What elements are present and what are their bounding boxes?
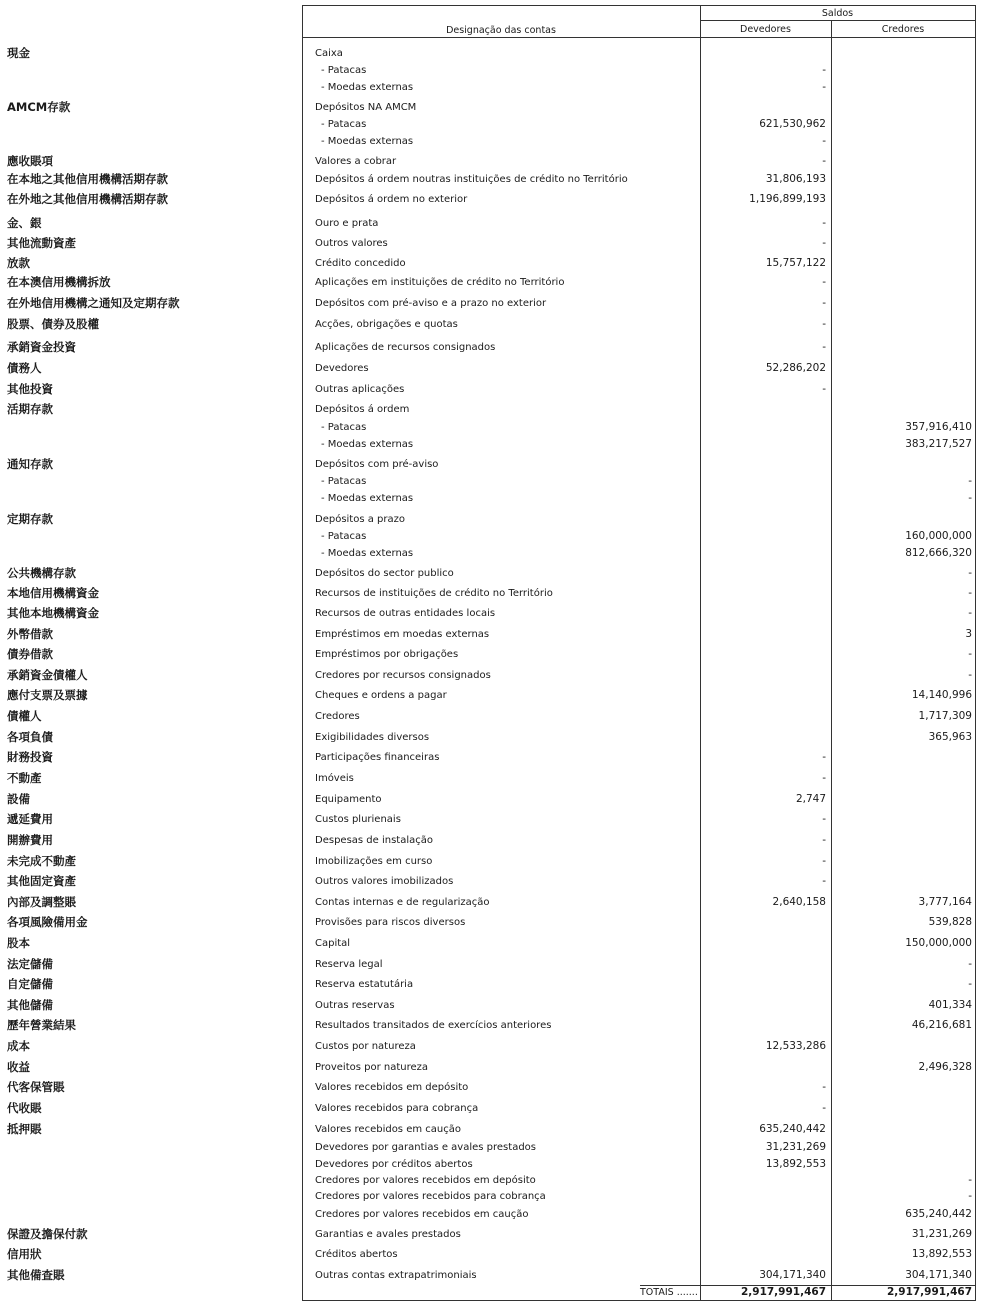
account-name-zh: 股票、債券及股權 — [7, 317, 99, 331]
table-row — [0, 791, 982, 808]
account-name-pt: Depósitos NA AMCM — [315, 102, 417, 113]
account-name-pt: Recursos de instituições de crédito no Território — [315, 588, 553, 599]
balance-credores: 13,892,553 — [911, 1248, 972, 1260]
balance-credores: - — [968, 1174, 972, 1186]
table-row — [0, 956, 982, 973]
account-name-pt: Depósitos do sector publico — [315, 568, 454, 579]
table-bottom-border — [302, 1300, 975, 1301]
header-saldos: Saldos — [821, 8, 854, 19]
account-name-pt: Valores recebidos em depósito — [315, 1082, 469, 1093]
table-row — [0, 116, 982, 133]
table-row — [0, 511, 982, 528]
balance-devedores: 304,171,340 — [759, 1269, 826, 1281]
account-name-pt: Credores por valores recebidos para cobrança — [315, 1191, 546, 1202]
balance-credores: 635,240,442 — [905, 1208, 972, 1220]
balance-devedores: - — [822, 217, 826, 229]
account-name-pt: Capital — [315, 938, 351, 949]
balance-credores: 365,963 — [928, 731, 972, 743]
account-name-pt: Exigibilidades diversos — [315, 732, 430, 743]
account-name-pt: Imobilizações em curso — [315, 856, 433, 867]
account-name-zh: 內部及調整賬 — [7, 895, 76, 909]
balance-devedores: - — [822, 64, 826, 76]
table-row — [0, 1172, 982, 1189]
balance-credores: 46,216,681 — [911, 1019, 972, 1031]
header-credores: Credores — [881, 24, 925, 35]
totals-devedores: 2,917,991,467 — [740, 1286, 826, 1298]
table-row — [0, 436, 982, 453]
table-row — [0, 976, 982, 993]
table-row — [0, 545, 982, 562]
account-name-zh: 金、銀 — [7, 216, 42, 230]
table-row — [0, 191, 982, 208]
table-row — [0, 274, 982, 291]
account-name-zh: 開辦費用 — [7, 833, 53, 847]
account-name-zh: 自定儲備 — [7, 977, 53, 991]
account-name-zh: 其他備查賬 — [7, 1268, 65, 1282]
table-row — [0, 1017, 982, 1034]
account-name-zh: 不動產 — [7, 771, 42, 785]
balance-devedores: 31,806,193 — [765, 173, 826, 185]
table-row — [0, 914, 982, 931]
account-name-pt: Outras aplicações — [315, 384, 405, 395]
account-name-zh: 其他投資 — [7, 382, 53, 396]
account-name-zh: 定期存款 — [7, 512, 53, 526]
table-row — [0, 1121, 982, 1138]
account-name-pt: Devedores por créditos abertos — [315, 1159, 473, 1170]
account-name-pt: Ouro e prata — [315, 218, 379, 229]
account-name-zh: 承銷資金債權人 — [7, 668, 88, 682]
account-name-zh: 本地信用機構資金 — [7, 586, 99, 600]
account-name-zh: 公共機構存款 — [7, 566, 76, 580]
table-row — [0, 528, 982, 545]
account-name-zh: 活期存款 — [7, 402, 53, 416]
account-name-pt: - Moedas externas — [321, 82, 414, 93]
account-name-pt: Outras contas extrapatrimoniais — [315, 1270, 477, 1281]
balance-credores: 357,916,410 — [905, 421, 972, 433]
totals-credores: 2,917,991,467 — [886, 1286, 972, 1298]
table-row — [0, 646, 982, 663]
table-top-border — [302, 5, 975, 6]
account-name-zh: 信用狀 — [7, 1247, 42, 1261]
account-name-zh: 代客保管賬 — [7, 1080, 65, 1094]
account-name-zh: 應收賬項 — [7, 154, 53, 168]
balance-credores: - — [968, 648, 972, 660]
account-name-pt: Outros valores imobilizados — [315, 876, 454, 887]
account-name-pt: Devedores por garantias e avales prestados — [315, 1142, 536, 1153]
table-row — [0, 360, 982, 377]
table-row — [0, 419, 982, 436]
account-name-pt: Depósitos á ordem — [315, 404, 410, 415]
balance-devedores: - — [822, 855, 826, 867]
table-row — [0, 667, 982, 684]
account-name-pt: Empréstimos por obrigações — [315, 649, 459, 660]
account-name-pt: Depósitos á ordem noutras instituições de crédito no Território — [315, 174, 628, 185]
totals-label: TOTAIS ....... — [640, 1287, 698, 1298]
account-name-pt: - Moedas externas — [321, 548, 414, 559]
balance-credores: 539,828 — [928, 916, 972, 928]
account-name-pt: Valores a cobrar — [315, 156, 397, 167]
account-name-zh: 代收賬 — [7, 1101, 42, 1115]
balance-credores: - — [968, 492, 972, 504]
table-row — [0, 585, 982, 602]
header-devedores: Devedores — [740, 24, 791, 35]
balance-devedores: 621,530,962 — [759, 118, 826, 130]
account-name-pt: Reserva estatutária — [315, 979, 414, 990]
account-name-zh: 其他本地機構資金 — [7, 606, 99, 620]
account-name-pt: Provisões para riscos diversos — [315, 917, 466, 928]
balance-devedores: - — [822, 834, 826, 846]
balance-credores: 31,231,269 — [911, 1228, 972, 1240]
balance-devedores: 1,196,899,193 — [749, 193, 826, 205]
account-name-pt: Acções, obrigações e quotas — [315, 319, 458, 330]
saldos-divider — [700, 20, 975, 21]
balance-devedores: - — [822, 276, 826, 288]
balance-credores: - — [968, 669, 972, 681]
account-name-pt: Reserva legal — [315, 959, 383, 970]
table-row — [0, 1079, 982, 1096]
table-row — [0, 215, 982, 232]
account-name-pt: - Patacas — [321, 119, 367, 130]
table-row — [0, 997, 982, 1014]
account-name-zh: 外幣借款 — [7, 627, 53, 641]
balance-credores: - — [968, 475, 972, 487]
account-name-zh: 保證及擔保付款 — [7, 1227, 88, 1241]
balance-devedores: 12,533,286 — [765, 1040, 826, 1052]
account-name-zh: 在外地信用機構之通知及定期存款 — [7, 296, 180, 310]
account-name-zh: 放款 — [7, 256, 30, 270]
account-name-pt: Cheques e ordens a pagar — [315, 690, 447, 701]
balance-devedores: 31,231,269 — [765, 1141, 826, 1153]
table-row — [0, 153, 982, 170]
table-row — [0, 401, 982, 418]
table-row — [0, 235, 982, 252]
table-row — [0, 456, 982, 473]
balance-devedores: 2,640,158 — [772, 896, 826, 908]
account-name-pt: Outros valores — [315, 238, 388, 249]
account-name-zh: 收益 — [7, 1060, 30, 1074]
table-row — [0, 749, 982, 766]
account-name-zh: 設備 — [7, 792, 30, 806]
balance-credores: 3,777,164 — [918, 896, 972, 908]
balance-credores: 2,496,328 — [918, 1061, 972, 1073]
account-name-pt: - Moedas externas — [321, 439, 414, 450]
account-name-pt: Empréstimos em moedas externas — [315, 629, 490, 640]
table-row — [0, 1038, 982, 1055]
account-name-zh: 應付支票及票據 — [7, 688, 88, 702]
account-name-pt: - Patacas — [321, 422, 367, 433]
balance-devedores: - — [822, 1102, 826, 1114]
table-row — [0, 316, 982, 333]
table-row — [0, 873, 982, 890]
table-row — [0, 565, 982, 582]
table-row — [0, 45, 982, 62]
account-name-zh: 財務投資 — [7, 750, 53, 764]
table-row — [0, 811, 982, 828]
balance-devedores: 52,286,202 — [765, 362, 826, 374]
balance-devedores: - — [822, 1081, 826, 1093]
account-name-zh: 其他流動資產 — [7, 236, 76, 250]
balance-devedores: 2,747 — [795, 793, 826, 805]
balance-credores: - — [968, 1190, 972, 1202]
table-row — [0, 832, 982, 849]
account-name-pt: - Patacas — [321, 476, 367, 487]
account-name-pt: Depósitos com pré-aviso e a prazo no exterior — [315, 298, 547, 309]
account-name-pt: Credores por recursos consignados — [315, 670, 491, 681]
balance-devedores: 13,892,553 — [765, 1158, 826, 1170]
table-row — [0, 99, 982, 116]
table-row — [0, 1226, 982, 1243]
table-row — [0, 381, 982, 398]
balance-devedores: - — [822, 155, 826, 167]
balance-credores: 1,717,309 — [918, 710, 972, 722]
balance-devedores: - — [822, 875, 826, 887]
table-row — [0, 171, 982, 188]
table-row — [0, 853, 982, 870]
table-row — [0, 1156, 982, 1173]
table-row — [0, 626, 982, 643]
account-name-pt: Outras reservas — [315, 1000, 395, 1011]
table-row — [0, 1100, 982, 1117]
table-row — [0, 473, 982, 490]
balance-credores: - — [968, 567, 972, 579]
account-name-zh: 通知存款 — [7, 457, 53, 471]
account-name-pt: Devedores — [315, 363, 369, 374]
table-row — [0, 1059, 982, 1076]
account-name-pt: Crédito concedido — [315, 258, 406, 269]
account-name-zh: 成本 — [7, 1039, 30, 1053]
table-row — [0, 490, 982, 507]
account-name-zh: 法定儲備 — [7, 957, 53, 971]
table-row — [0, 339, 982, 356]
table-row — [0, 605, 982, 622]
account-name-pt: Imóveis — [315, 773, 354, 784]
table-row — [0, 894, 982, 911]
balance-devedores: - — [822, 813, 826, 825]
balance-devedores: - — [822, 135, 826, 147]
table-row — [0, 729, 982, 746]
account-name-zh: 其他儲備 — [7, 998, 53, 1012]
header-designacao: Designação das contas — [446, 25, 556, 36]
account-name-pt: Créditos abertos — [315, 1249, 398, 1260]
account-name-pt: Aplicações em instituições de crédito no Território — [315, 277, 565, 288]
account-name-pt: Garantias e avales prestados — [315, 1229, 461, 1240]
balance-devedores: - — [822, 237, 826, 249]
account-name-zh: 債務人 — [7, 361, 42, 375]
account-name-pt: Credores — [315, 711, 360, 722]
balance-credores: 14,140,996 — [911, 689, 972, 701]
account-name-zh: 各項風險備用金 — [7, 915, 88, 929]
table-row — [0, 133, 982, 150]
account-name-pt: Contas internas e de regularização — [315, 897, 490, 908]
balance-devedores: - — [822, 751, 826, 763]
account-name-pt: Custos por natureza — [315, 1041, 416, 1052]
balance-credores: 401,334 — [928, 999, 972, 1011]
account-name-zh: 遞延費用 — [7, 812, 53, 826]
table-row — [0, 1139, 982, 1156]
balance-credores: - — [968, 607, 972, 619]
table-row — [0, 708, 982, 725]
account-name-zh: 各項負債 — [7, 730, 53, 744]
account-name-zh: 股本 — [7, 936, 30, 950]
table-row — [0, 1206, 982, 1223]
account-name-pt: - Moedas externas — [321, 493, 414, 504]
balance-credores: 304,171,340 — [905, 1269, 972, 1281]
table-row — [0, 935, 982, 952]
account-name-zh: 在本澳信用機構拆放 — [7, 275, 111, 289]
account-name-pt: Custos plurienais — [315, 814, 401, 825]
account-name-pt: Resultados transitados de exercícios anteriores — [315, 1020, 552, 1031]
table-row — [0, 295, 982, 312]
table-row — [0, 1267, 982, 1284]
account-name-zh: 債權人 — [7, 709, 42, 723]
balance-credores: 150,000,000 — [905, 937, 972, 949]
account-name-zh: 在外地之其他信用機構活期存款 — [7, 192, 168, 206]
account-name-pt: Depósitos á ordem no exterior — [315, 194, 468, 205]
table-row — [0, 770, 982, 787]
balance-devedores: - — [822, 297, 826, 309]
header-bottom-border — [302, 37, 975, 38]
balance-devedores: - — [822, 318, 826, 330]
table-row — [0, 255, 982, 272]
table-row — [0, 1188, 982, 1205]
account-name-zh: 債券借款 — [7, 647, 53, 661]
account-name-zh: 其他固定資產 — [7, 874, 76, 888]
account-name-pt: Depósitos a prazo — [315, 514, 405, 525]
account-name-pt: - Moedas externas — [321, 136, 414, 147]
account-name-pt: Valores recebidos para cobrança — [315, 1103, 479, 1114]
balance-devedores: - — [822, 383, 826, 395]
balance-credores: 383,217,527 — [905, 438, 972, 450]
account-name-zh: 抵押賬 — [7, 1122, 42, 1136]
account-name-pt: Credores por valores recebidos em depósito — [315, 1175, 536, 1186]
account-name-pt: Recursos de outras entidades locais — [315, 608, 496, 619]
account-name-pt: Depósitos com pré-aviso — [315, 459, 439, 470]
table-row — [0, 79, 982, 96]
account-name-pt: Aplicações de recursos consignados — [315, 342, 496, 353]
account-name-zh: 在本地之其他信用機構活期存款 — [7, 172, 168, 186]
account-name-zh: 承銷資金投資 — [7, 340, 76, 354]
balance-devedores: - — [822, 81, 826, 93]
balance-devedores: - — [822, 341, 826, 353]
account-name-pt: - Patacas — [321, 531, 367, 542]
balance-credores: - — [968, 978, 972, 990]
account-name-pt: Credores por valores recebidos em caução — [315, 1209, 529, 1220]
table-row — [0, 1246, 982, 1263]
account-name-zh: AMCM存款 — [7, 100, 71, 114]
balance-credores: 3 — [965, 628, 972, 640]
account-name-zh: 現金 — [7, 46, 30, 60]
account-name-pt: Caixa — [315, 48, 343, 59]
table-row — [0, 62, 982, 79]
account-name-pt: Participações financeiras — [315, 752, 440, 763]
balance-credores: - — [968, 958, 972, 970]
balance-devedores: 635,240,442 — [759, 1123, 826, 1135]
account-name-zh: 歷年營業結果 — [7, 1018, 76, 1032]
account-name-pt: Valores recebidos em caução — [315, 1124, 461, 1135]
balance-devedores: - — [822, 772, 826, 784]
account-name-zh: 未完成不動產 — [7, 854, 76, 868]
table-row — [0, 687, 982, 704]
account-name-pt: - Patacas — [321, 65, 367, 76]
balance-credores: 812,666,320 — [905, 547, 972, 559]
balance-credores: - — [968, 587, 972, 599]
account-name-pt: Proveitos por natureza — [315, 1062, 429, 1073]
balance-credores: 160,000,000 — [905, 530, 972, 542]
account-name-pt: Despesas de instalação — [315, 835, 433, 846]
balance-devedores: 15,757,122 — [765, 257, 826, 269]
account-name-pt: Equipamento — [315, 794, 382, 805]
